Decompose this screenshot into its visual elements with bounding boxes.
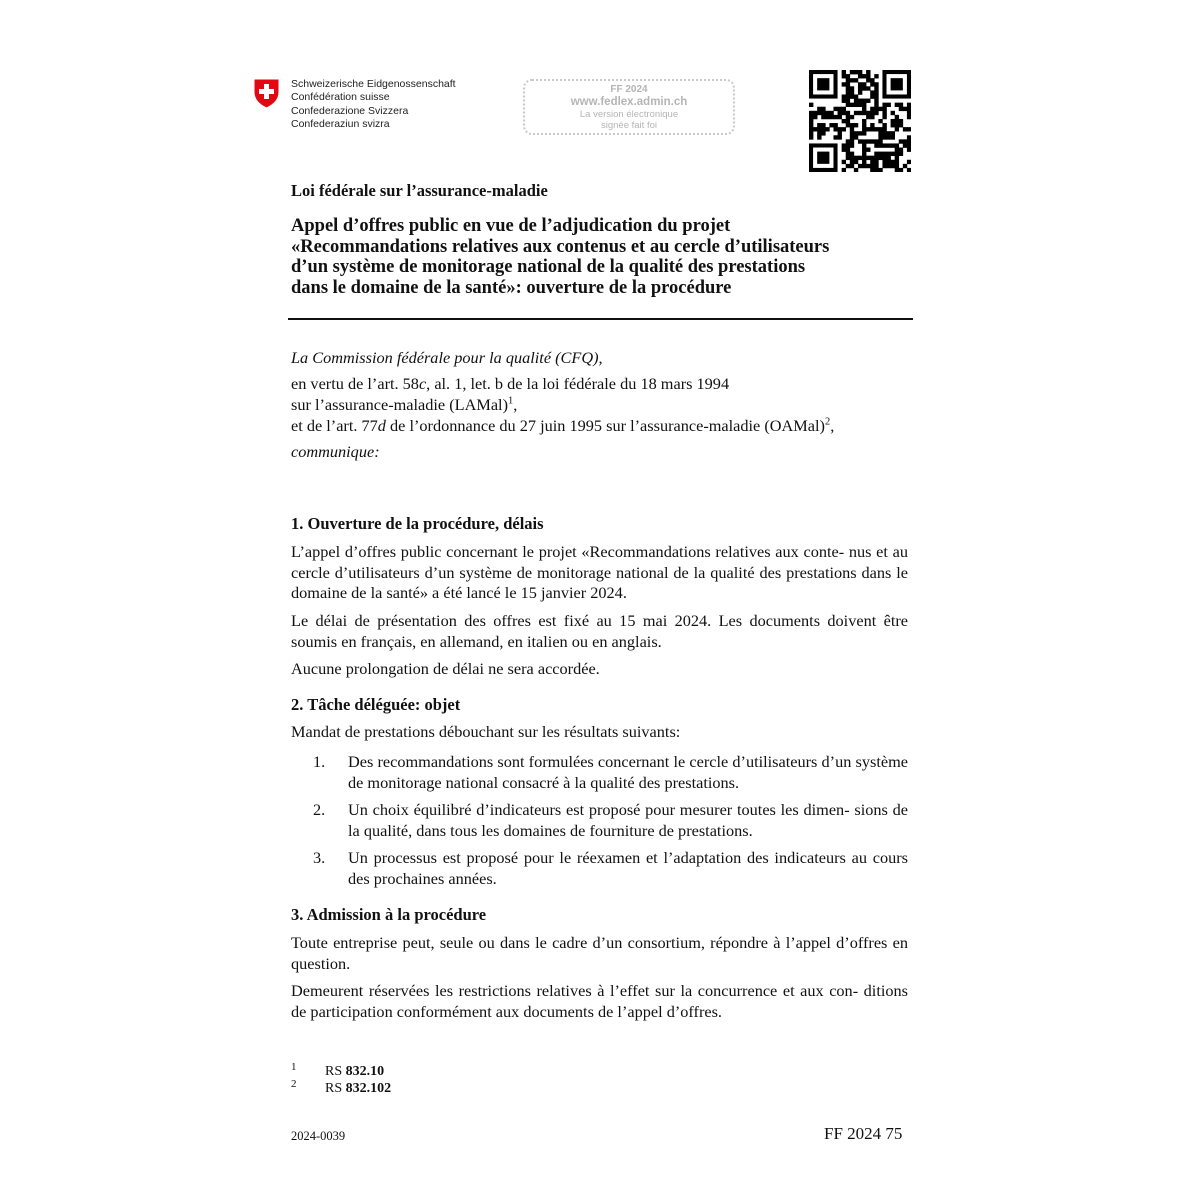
paragraph: Demeurent réservées les restrictions relatives à l’effet sur la concurrence et aux con- ditions de participation conformément aux documents de l’appel d’offres.: [291, 981, 908, 1021]
preamble-line-1: [291, 374, 729, 395]
section-heading: 1. Ouverture de la procédure, délais: [291, 514, 544, 533]
preamble-line-2: [291, 395, 517, 416]
paragraph: Le délai de présentation des offres est fixé au 15 mai 2024. Les documents doivent être soumis en français, en allemand, en italien ou en anglais.: [291, 611, 908, 651]
footnote-text: [325, 1080, 391, 1097]
footnote-ref-number[interactable]: 832.10: [345, 1064, 385, 1079]
stamp-url[interactable]: www.fedlex.admin.ch: [570, 96, 688, 108]
list-item-text: Des recommandations sont formulées concernant le cercle d’utilisateurs d’un système de monitorage national consacré à la qualité des prestations.: [348, 752, 908, 792]
title-line: d’un système de monitorage national de la qualité des prestations: [291, 257, 806, 278]
footnote-number: 1: [291, 1061, 297, 1073]
list-item-number: 1.: [313, 752, 326, 771]
list-item-number: 2.: [313, 800, 326, 819]
list-item: [291, 800, 908, 842]
preamble-verb: communique:: [291, 442, 380, 461]
preamble-letter: d: [377, 416, 386, 435]
title-line: «Recommandations relatives aux contenus et au cercle d’utilisateurs: [291, 236, 830, 257]
confederation-name-fr: Confédération suisse: [291, 91, 390, 104]
stamp-note-line2: signée fait foi: [601, 120, 657, 131]
signature-stamp: [523, 79, 735, 135]
preamble-text: ,: [513, 395, 518, 414]
list-item-text: Un choix équilibré d’indicateurs est proposé pour mesurer toutes les dimen- sions de la qualité, dans tous les domaines de fourniture de prestations.: [348, 800, 908, 840]
footnote-number: 2: [291, 1078, 297, 1090]
preamble-authority: La Commission fédérale pour la qualité (CFQ),: [291, 348, 603, 367]
footnote-ref-number[interactable]: 832.102: [345, 1081, 392, 1096]
title-line: dans le domaine de la santé»: ouverture de la procédure: [291, 278, 732, 299]
confederation-names: [291, 78, 456, 131]
section-heading: 2. Tâche déléguée: objet: [291, 695, 461, 714]
preamble-text: , al. 1, let. b de la loi fédérale du 18 mars 1994: [426, 374, 730, 393]
preamble-text: et de l’art. 77: [291, 416, 378, 435]
title-line: Appel d’offres public en vue de l’adjudication du projet: [291, 216, 731, 236]
list-item: [291, 752, 908, 794]
footnote: [291, 1063, 491, 1080]
list-item-text: Un processus est proposé pour le réexamen et l’adaptation des indicateurs au cours des prochaines années.: [348, 848, 908, 888]
confederation-name-de: Schweizerische Eidgenossenschaft: [291, 78, 456, 90]
list-item-number: 3.: [313, 848, 326, 867]
confederation-name-rm: Confederaziun svizra: [291, 117, 390, 130]
document-title: [291, 216, 921, 299]
stamp-edition: FF 2024: [610, 84, 648, 95]
preamble-text: sur l’assurance-maladie (LAMal): [291, 395, 508, 414]
footnote-ref[interactable]: 2: [824, 416, 831, 428]
document-number: 2024-0039: [291, 1129, 346, 1143]
preamble-letter: c: [418, 374, 427, 393]
confederation-name-it: Confederazione Svizzera: [291, 104, 409, 117]
list-item: [291, 848, 908, 890]
page-reference: FF 2024 75: [824, 1124, 903, 1143]
qr-code-icon: [809, 70, 911, 172]
footnote-ref[interactable]: 1: [508, 395, 514, 407]
footnote-text: [325, 1063, 384, 1080]
preamble-text: en vertu de l’art. 58: [291, 374, 419, 393]
swiss-cross-shield-icon: [253, 78, 280, 109]
paragraph: Mandat de prestations débouchant sur les résultats suivants:: [291, 722, 681, 741]
title-divider: [288, 318, 913, 320]
footnote-prefix: RS: [325, 1064, 346, 1079]
section-heading: 3. Admission à la procédure: [291, 905, 487, 924]
law-title: Loi fédérale sur l’assurance-maladie: [291, 181, 548, 200]
preamble-line-3: [291, 416, 834, 437]
stamp-note-line1: La version électronique: [579, 109, 679, 120]
footnote: [291, 1080, 491, 1097]
paragraph: Aucune prolongation de délai ne sera accordée.: [291, 659, 600, 678]
footnote-prefix: RS: [325, 1081, 346, 1096]
paragraph: Toute entreprise peut, seule ou dans le cadre d’un consortium, répondre à l’appel d’offres en question.: [291, 933, 908, 973]
preamble-text: ,: [830, 416, 835, 435]
preamble-text: de l’ordonnance du 27 juin 1995 sur l’assurance-maladie (OAMal): [385, 416, 825, 435]
paragraph: L’appel d’offres public concernant le projet «Recommandations relatives aux conte- nus et au cercle d’utilisateurs d’un système de monitorage national de la qualité des prestations dans le domaine de la santé» a été lancé le 15 janvier 2024.: [291, 542, 908, 603]
